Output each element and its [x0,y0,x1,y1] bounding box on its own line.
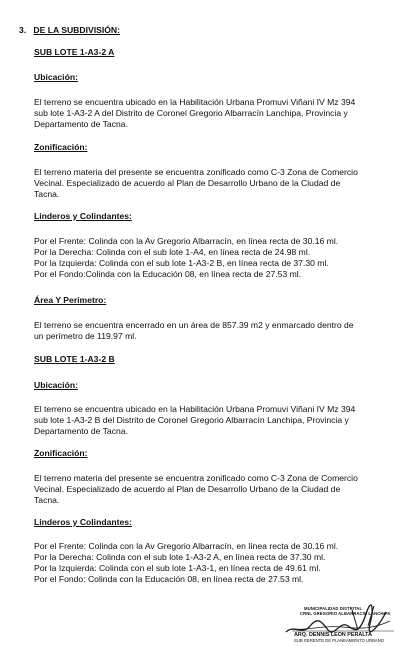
lote-a-ubicacion-heading: Ubicación: [34,72,78,82]
text-line: El terreno se encuentra ubicado en la Habilitación Urbana Promuvi Viñani IV Mz 394 [34,97,356,107]
text-line: sub lote 1-A3-2 A del Distrito de Coronel Gregorio Albarracín Lanchipa, Provincia y [34,108,348,118]
stamp-line-2: CRNL GREGORIO ALBARRACIN LANCHIPA [300,611,391,616]
lindero-derecha: Por la Derecha: Colinda con el sub lote 1-A4, en línea recta de 24.98 ml. [34,247,311,257]
lote-a-area-heading: Área Y Perímetro: [34,295,107,305]
section-title: DE LA SUBDIVISIÓN: [33,25,120,35]
stamp-signer-role: SUB GERENTE DE PLANEAMIENTO URBANO [294,638,384,643]
lote-b-linderos-list [34,541,386,585]
lote-a-zonificacion-text [34,167,386,200]
text-line: El terreno se encuentra encerrado en un área de 857.39 m2 y enmarcado dentro de [34,320,354,330]
text-line: Vecinal. Especializado de acuerdo al Plan de Desarrollo Urbano de la Ciudad de [34,178,341,188]
lote-a-zonificacion-heading: Zonificación: [34,142,88,152]
lindero-izquierda: Por la Izquierda: Colinda con el sub lote 1-A3-2 B, en línea recta de 37.30 ml. [34,258,329,268]
lindero-frente: Por el Frente: Colinda con la Av Gregorio Albarracín, en línea recta de 30.16 ml. [34,236,339,246]
lote-b-zonificacion-heading: Zonificación: [34,448,88,458]
lote-a-linderos-list [34,236,386,280]
lote-a-ubicacion-text [34,97,386,130]
lote-b-ubicacion-heading: Ubicación: [34,380,78,390]
text-line: Tacna. [34,189,60,199]
section-heading [19,25,120,36]
lote-b-title: SUB LOTE 1-A3-2 B [34,354,115,364]
lote-a-title: SUB LOTE 1-A3-2 A [34,47,115,57]
lindero-izquierda: Por la Izquierda: Colinda con el sub lote 1-A3-1, en línea recta de 49.61 ml. [34,563,321,573]
stamp-signer-name: ARQ. DENNIS LEON PERALTA [294,632,372,638]
text-line: un perímetro de 119.97 ml. [34,331,137,341]
text-line: El terreno materia del presente se encuentra zonificado como C-3 Zona de Comercio [34,473,358,483]
signature-stamp [282,602,402,644]
text-line: sub lote 1-A3-2 B del Distrito de Coronel Gregorio Albarracín Lanchipa, Provincia y [34,415,349,425]
lote-b-linderos-heading: Linderos y Colindantes: [34,517,132,527]
text-line: Vecinal. Especializado de acuerdo al Plan de Desarrollo Urbano de la Ciudad de [34,484,341,494]
lote-a-area-text [34,320,386,342]
section-number: 3. [19,25,27,35]
lindero-frente: Por el Frente: Colinda con la Av Gregorio Albarracín, en línea recta de 30.16 ml. [34,541,339,551]
text-line: Departamento de Tacna. [34,426,128,436]
text-line: El terreno materia del presente se encuentra zonificado como C-3 Zona de Comercio [34,167,358,177]
text-line: Departamento de Tacna. [34,119,128,129]
lindero-derecha: Por la Derecha: Colinda con el sub lote 1-A3-2 A, en línea recta de 37.30 ml. [34,552,326,562]
lindero-fondo: Por el Fondo: Colinda con la Educación 08, en línea recta de 27.53 ml. [34,574,304,584]
text-line: El terreno se encuentra ubicado en la Habilitación Urbana Promuvi Viñani IV Mz 394 [34,404,356,414]
lindero-fondo: Por el Fondo:Colinda con la Educación 08, en línea recta de 27.53 ml. [34,269,302,279]
lote-b-ubicacion-text [34,404,386,437]
lote-b-zonificacion-text [34,473,386,506]
lote-a-linderos-heading: Linderos y Colindantes: [34,211,132,221]
text-line: Tacna. [34,495,60,505]
stamp-line-1: MUNICIPALIDAD DISTRITAL [304,606,363,611]
